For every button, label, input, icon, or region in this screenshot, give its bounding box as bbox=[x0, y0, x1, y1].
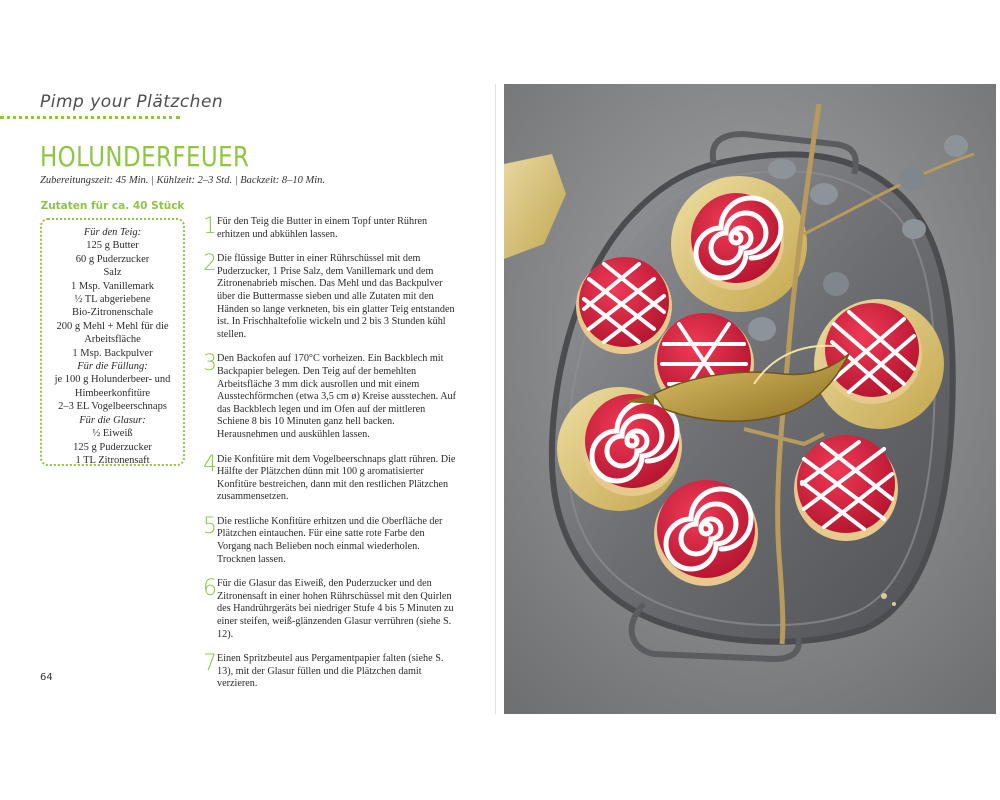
recipe-step bbox=[203, 216, 458, 241]
photo-illustration bbox=[504, 84, 996, 714]
ingredient-line: 2–3 EL Vogelbeerschnaps bbox=[58, 401, 167, 413]
step-text: Den Backofen auf 170°C vorheizen. Ein Backblech mit Backpapier belegen. Den Teig auf der bemehlten Arbeitsfläche 3 mm dick ausrollen und mit einem Ausstechförmchen (etwa 3,5 cm ø) Kreise ausstechen. Auf das Backblech legen und im Ofen auf der mittleren Schiene 8 bis 10 Minuten ganz hell backen. Herausnehmen und auskühlen lassen. bbox=[217, 353, 457, 440]
recipe-step bbox=[203, 353, 458, 441]
step-number: 3 bbox=[203, 351, 217, 377]
ingredient-line: 60 g Puderzucker bbox=[75, 253, 150, 265]
recipe-step bbox=[203, 451, 458, 504]
recipe-step bbox=[203, 653, 458, 691]
ingredient-line: Bio-Zitronenschale bbox=[71, 307, 154, 319]
left-page bbox=[0, 0, 495, 800]
ingredient-group-title: Für die Füllung: bbox=[77, 361, 148, 373]
ingredient-line: ½ Eiweiß bbox=[92, 428, 133, 440]
step-text: Für den Teig die Butter in einem Topf unter Rühren erhitzen und abkühlen lassen. bbox=[217, 216, 428, 240]
ingredient-group-title: Für die Glasur: bbox=[79, 414, 146, 426]
ingredient-group-title: Für den Teig: bbox=[83, 227, 142, 238]
ingredient-line: 1 Msp. Vanillemark bbox=[71, 280, 154, 292]
ingredient-line: 125 g Puderzucker bbox=[73, 441, 152, 453]
ingredient-line: 1 Msp. Backpulver bbox=[72, 347, 153, 359]
crumb bbox=[881, 593, 887, 599]
step-number: 2 bbox=[203, 251, 217, 277]
recipe-step bbox=[203, 253, 458, 341]
step-text: Die flüssige Butter in einer Rührschüssel mit dem Puderzucker, 1 Prise Salz, dem Vanillemark und dem Zitronenabrieb mischen. Das Mehl und das Backpulver über die Buttermasse sieben und alle Zutaten mit den Händen so lange verkneten, bis ein glatter Teig entstanden ist. In Frischhaltefolie wickeln und 2 bis 3 Stunden kühl stellen. bbox=[217, 253, 455, 340]
cookies-on-tray-photo bbox=[504, 84, 996, 714]
header-dotted-rule bbox=[0, 116, 180, 119]
series-title: Pimp your Plätzchen bbox=[40, 92, 224, 112]
step-number: 5 bbox=[203, 513, 217, 539]
crumb bbox=[892, 602, 896, 606]
recipe-step bbox=[203, 578, 458, 641]
ingredients-box bbox=[40, 218, 185, 466]
step-number: 1 bbox=[203, 214, 217, 239]
ingredient-line: 125 g Butter bbox=[86, 240, 139, 252]
step-number: 6 bbox=[203, 576, 217, 602]
ingredient-line: Salz bbox=[103, 267, 122, 279]
steps-list bbox=[203, 216, 458, 703]
recipe-times: Zubereitungszeit: 45 Min. | Kühlzeit: 2–3 Std. | Backzeit: 8–10 Min. bbox=[40, 175, 326, 186]
step-text: Die Konfitüre mit dem Vogelbeerschnaps glatt rühren. Die Hälfte der Plätzchen dünn mit 100 g aromatisierter Konfitüre bestreichen, dann mit den restlichen Plätzchen zusammensetzen. bbox=[217, 453, 456, 503]
recipe-step bbox=[203, 513, 458, 566]
ingredient-line: Himbeerkonfitüre bbox=[74, 387, 151, 399]
step-number: 7 bbox=[203, 651, 217, 677]
step-text: Für die Glasur das Eiweiß, den Puderzucker und den Zitronensaft in einer hohen Rührschüssel mit den Quirlen des Handrührgeräts bei niedriger Stufe 4 bis 5 Minuten zu einer steifen, weiß-glänzenden Glasur verrühren (siehe S. 12). bbox=[217, 578, 454, 640]
page-number: 64 bbox=[40, 672, 53, 683]
recipe-title: HOLUNDERFEUER bbox=[40, 140, 250, 173]
spread-gutter bbox=[495, 84, 496, 714]
ingredient-line: 200 g Mehl + Mehl für die bbox=[56, 320, 169, 332]
step-text: Die restliche Konfitüre erhitzen und die Oberfläche der Plätzchen eintauchen. Für eine satte rote Farbe den Vorgang nach Belieben noch einmal wiederholen. Trocknen lassen. bbox=[217, 515, 443, 565]
ingredients-heading: Zutaten für ca. 40 Stück bbox=[40, 200, 185, 212]
step-text: Einen Spritzbeutel aus Pergamentpapier falten (siehe S. 13), mit der Glasur füllen und die Plätzchen damit verzieren. bbox=[217, 653, 444, 690]
ingredient-line: ½ TL abgeriebene bbox=[74, 294, 151, 306]
ingredient-line: je 100 g Holunderbeer- und bbox=[54, 374, 171, 386]
step-number: 4 bbox=[203, 451, 217, 477]
ingredient-line: 1 TL Zitronensaft bbox=[75, 454, 150, 466]
ingredient-line: Arbeitsfläche bbox=[84, 334, 141, 346]
